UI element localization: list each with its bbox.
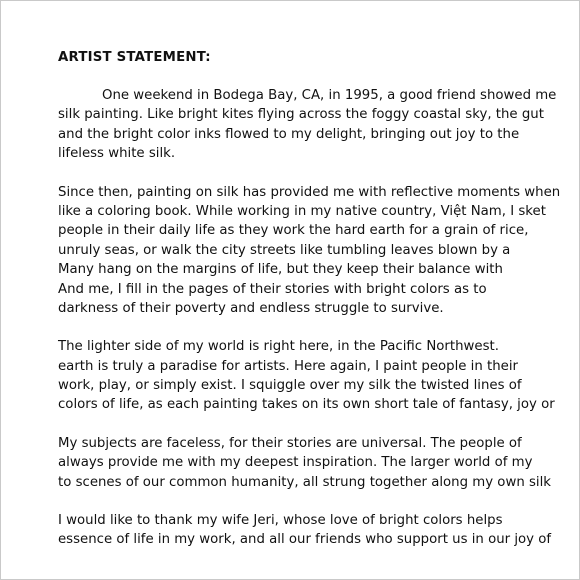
- paragraph-line: Many hang on the margins of life, but they keep their balance with: [58, 262, 503, 278]
- paragraph-line: work, play, or simply exist. I squiggle over my silk the twisted lines of: [58, 378, 522, 394]
- paragraph-2: [58, 183, 580, 319]
- paragraph-line: And me, I fill in the pages of their stories with bright colors as to: [58, 281, 487, 297]
- paragraph-line: to scenes of our common humanity, all strung together along my own silk: [58, 474, 551, 490]
- paragraph-line: like a coloring book. While working in my native country, Việt Nam, I sket: [58, 203, 546, 219]
- paragraph-line: essence of life in my work, and all our friends who support us in our joy of: [58, 532, 552, 548]
- paragraph-line: unruly seas, or walk the city streets like tumbling leaves blown by a: [58, 242, 511, 258]
- document-title: ARTIST STATEMENT:: [58, 50, 211, 65]
- paragraph-line: and the bright color inks flowed to my delight, bringing out joy to the: [58, 126, 520, 142]
- paragraph-line: earth is truly a paradise for artists. Here again, I paint people in their: [58, 358, 519, 374]
- paragraph-line: One weekend in Bodega Bay, CA, in 1995, a good friend showed me: [102, 88, 557, 103]
- paragraph-line: silk painting. Like bright kites flying across the foggy coastal sky, the gut: [58, 107, 544, 123]
- paragraph-line: people in their daily life as they work the hard earth for a grain of rice,: [58, 223, 529, 239]
- paragraph-line: My subjects are faceless, for their stories are universal. The people of: [58, 435, 522, 451]
- document-body: [58, 48, 580, 569]
- paragraph-4: [58, 434, 580, 492]
- paragraph-line: Since then, painting on silk has provided me with reflective moments when: [58, 184, 561, 200]
- paragraph-line: always provide me with my deepest inspiration. The larger world of my: [58, 455, 533, 471]
- paragraph-line: The lighter side of my world is right here, in the Pacific Northwest.: [58, 339, 499, 355]
- paragraph-line: lifeless white silk.: [58, 146, 176, 162]
- paragraph-line: colors of life, as each painting takes on its own short tale of fantasy, joy or: [58, 397, 555, 413]
- paragraph-5: [58, 511, 580, 550]
- paragraph-1: [58, 86, 580, 164]
- paragraph-line: I would like to thank my wife Jeri, whose love of bright colors helps: [58, 513, 503, 529]
- paragraph-line: darkness of their poverty and endless struggle to survive.: [58, 300, 444, 316]
- paragraph-3: [58, 337, 580, 415]
